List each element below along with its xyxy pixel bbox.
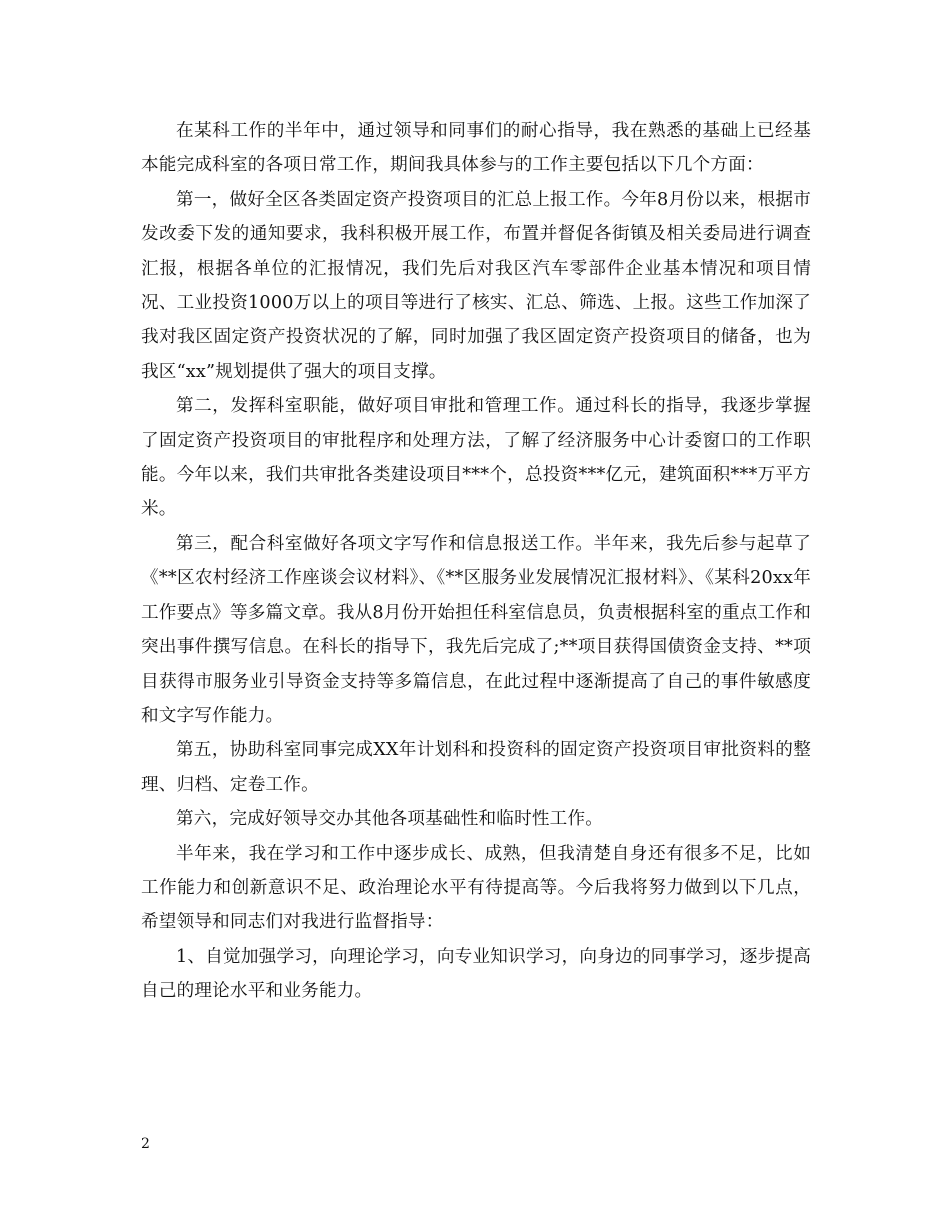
page-number: 2 xyxy=(141,1136,150,1152)
paragraph-second: 第二，发挥科室职能，做好项目审批和管理工作。通过科长的指导，我逐步掌握了固定资产投资项目的审批程序和处理方法，了解了经济服务中心计委窗口的工作职能。今年以来，我们共审批各类建设项目***个，总投资***亿元，建筑面积***万平方米。 xyxy=(141,396,811,520)
paragraph-summary: 半年来，我在学习和工作中逐步成长、成熟，但我清楚自身还有很多不足，比如工作能力和创新意识不足、政治理论水平有待提高等。今后我将努力做到以下几点，希望领导和同志们对我进行监督指导： xyxy=(141,843,811,933)
paragraph-point-1: 1、自觉加强学习，向理论学习，向专业知识学习，向身边的同事学习，逐步提高自己的理论水平和业务能力。 xyxy=(141,946,811,1002)
paragraph-fifth: 第五，协助科室同事完成XX年计划科和投资科的固定资产投资项目审批资料的整理、归档、定卷工作。 xyxy=(141,740,811,795)
paragraph-third: 第三，配合科室做好各项文字写作和信息报送工作。半年来，我先后参与起草了《**区农村经济工作座谈会议材料》、《**区服务业发展情况汇报材料》、《某科20xx年工作要点》等多篇文章。我从8月份开始担任科室信息员，负责根据科室的重点工作和突出事件撰写信息。在科长的指导下，我先后完成了;**项目获得国债资金支持、**项目获得市服务业引导资金支持等多篇信息，在此过程中逐渐提高了自己的事件敏感度和文字写作能力。 xyxy=(141,533,811,726)
paragraph-intro: 在某科工作的半年中，通过领导和同事们的耐心指导，我在熟悉的基础上已经基本能完成科室的各项日常工作，期间我具体参与的工作主要包括以下几个方面： xyxy=(141,121,811,176)
document-body xyxy=(141,114,811,1009)
paragraph-first: 第一，做好全区各类固定资产投资项目的汇总上报工作。今年8月份以来，根据市发改委下发的通知要求，我科积极开展工作，布置并督促各街镇及相关委局进行调查汇报，根据各单位的汇报情况，我们先后对我区汽车零部件企业基本情况和项目情况、工业投资1000万以上的项目等进行了核实、汇总、筛选、上报。这些工作加深了我对我区固定资产投资状况的了解，同时加强了我区固定资产投资项目的储备，也为我区“xx”规划提供了强大的项目支撑。 xyxy=(141,189,811,382)
paragraph-sixth: 第六，完成好领导交办其他各项基础性和临时性工作。 xyxy=(176,809,604,830)
